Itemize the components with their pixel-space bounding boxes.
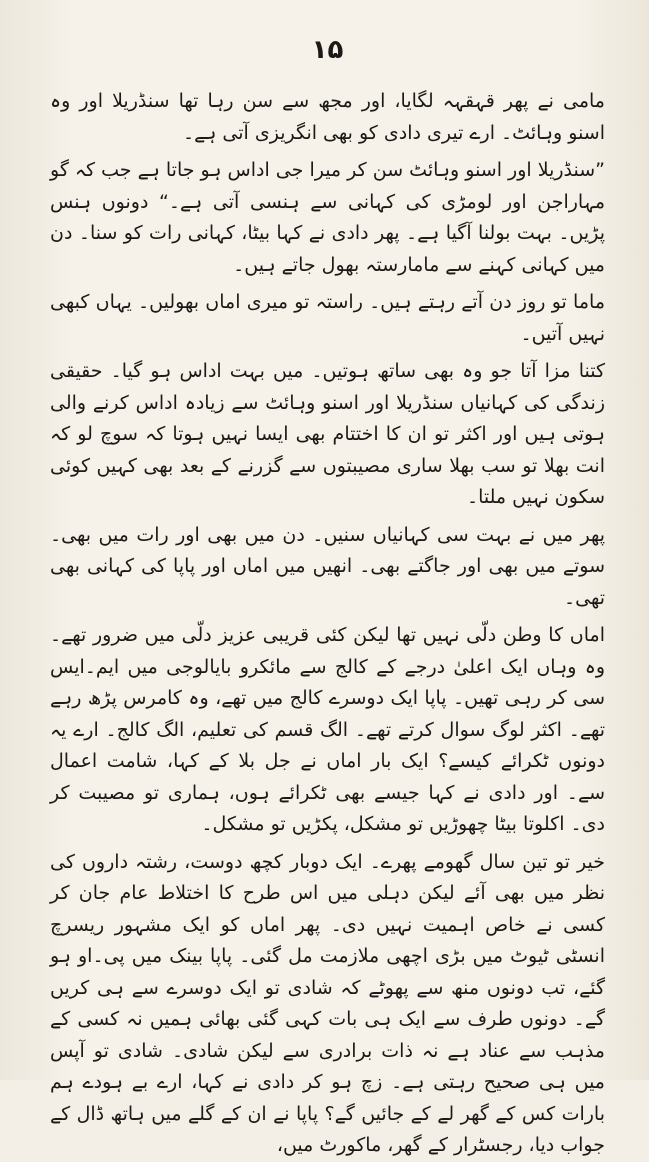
paragraph-2: ”سنڈریلا اور اسنو وہائٹ سن کر میرا جی اداس ہو جاتا ہے جب کہ گو مہاراجن اور لومڑی کی کہانی سے ہنسی آتی ہے۔“ دونوں ہنس پڑیں۔ بہت بولنا آگیا ہے۔ پھر دادی نے کہا بیٹا، کہانی رات کو سنا۔ دن میں کہانی کہنے سے مامارستہ بھول جاتے ہیں۔ <box>50 159 605 276</box>
page-number: ۱۵ <box>311 35 344 65</box>
page-body <box>50 86 605 1162</box>
paragraph-5: پھر میں نے بہت سی کہانیاں سنیں۔ دن میں بھی اور رات میں بھی۔ سوتے میں بھی اور جاگتے بھی۔ انھیں میں اماں اور پاپا کی کہانی بھی تھی۔ <box>50 523 605 609</box>
paragraph-6: اماں کا وطن دلّی نہیں تھا لیکن کئی قریبی عزیز دلّی میں ضرور تھے۔ وہ وہاں ایک اعلیٰ درجے کے کالج سے مائکرو بایالوجی میں ایم۔ایس سی کر رہی تھیں۔ پاپا ایک دوسرے کالج میں تھے، وہ کامرس پڑھ رہے تھے۔ اکثر لوگ سوال کرتے تھے۔ الگ قسم کی تعلیم، الگ کالج۔ ارے یہ دونوں ٹکرائے کیسے؟ ایک بار اماں نے جل بلا کے کہا، شامت اعمال سے۔ اور دادی نے کہا جیسے بھی ٹکرائے ہوں، ہماری تو مصیبت کر دی۔ اکلوتا بیٹا چھوڑیں تو مشکل، پکڑیں تو مشکل۔ <box>50 624 605 835</box>
paragraph-3: ماما تو روز دن آتے رہتے ہیں۔ راستہ تو میری اماں بھولیں۔ یہاں کبھی نہیں آتیں۔ <box>50 291 605 345</box>
paragraph-4: کتنا مزا آتا جو وہ بھی ساتھ ہوتیں۔ میں بہت اداس ہو گیا۔ حقیقی زندگی کی کہانیاں سنڈریلا اور اسنو وہائٹ سے زیادہ اداس کرنے والی ہوتی ہیں اور اکثر تو ان کا اختتام بھی ایسا نہیں ہوتا کہ سوچ لو کہ انت بھلا تو سب بھلا ساری مصیبتوں سے گزرنے کے بعد بھی کہیں کوئی سکون نہیں ملتا۔ <box>50 360 605 508</box>
paragraph-7: خیر تو تین سال گھومے پھرے۔ ایک دوبار کچھ دوست، رشتہ داروں کی نظر میں بھی آئے لیکن دہلی میں اس طرح کا اختلاط عام جان کر کسی نے خاص اہمیت نہیں دی۔ پھر اماں کو ایک مشہور ریسرچ انسٹی ٹیوٹ میں بڑی اچھی ملازمت مل گئی۔ پاپا بینک میں پی۔او ہو گئے، تب دونوں منھ سے پھوٹے کہ شادی تو ایک دوسرے سے ہی کریں گے۔ دونوں طرف سے ایک ہی بات کہی گئی بھائی ہمیں نہ کسی کے مذہب سے عناد ہے نہ ذات برادری سے لیکن شادی۔ شادی تو آپس میں ہی صحیح رہتی ہے۔ زچ ہو کر دادی نے کہا، ارے بے ہودے ہم بارات کس کے گھر لے کے جائیں گے؟ پاپا نے ان کے گلے میں ہاتھ ڈال کے جواب دیا، رجسٹرار کے گھر، ماکورٹ میں، <box>50 850 605 1156</box>
paragraph-1: مامی نے پھر قہقہہ لگایا، اور مجھ سے سن رہا تھا سنڈریلا اور وہ اسنو وہائٹ۔ ارے تیری دادی کو بھی انگریزی آتی ہے۔ <box>50 90 605 144</box>
